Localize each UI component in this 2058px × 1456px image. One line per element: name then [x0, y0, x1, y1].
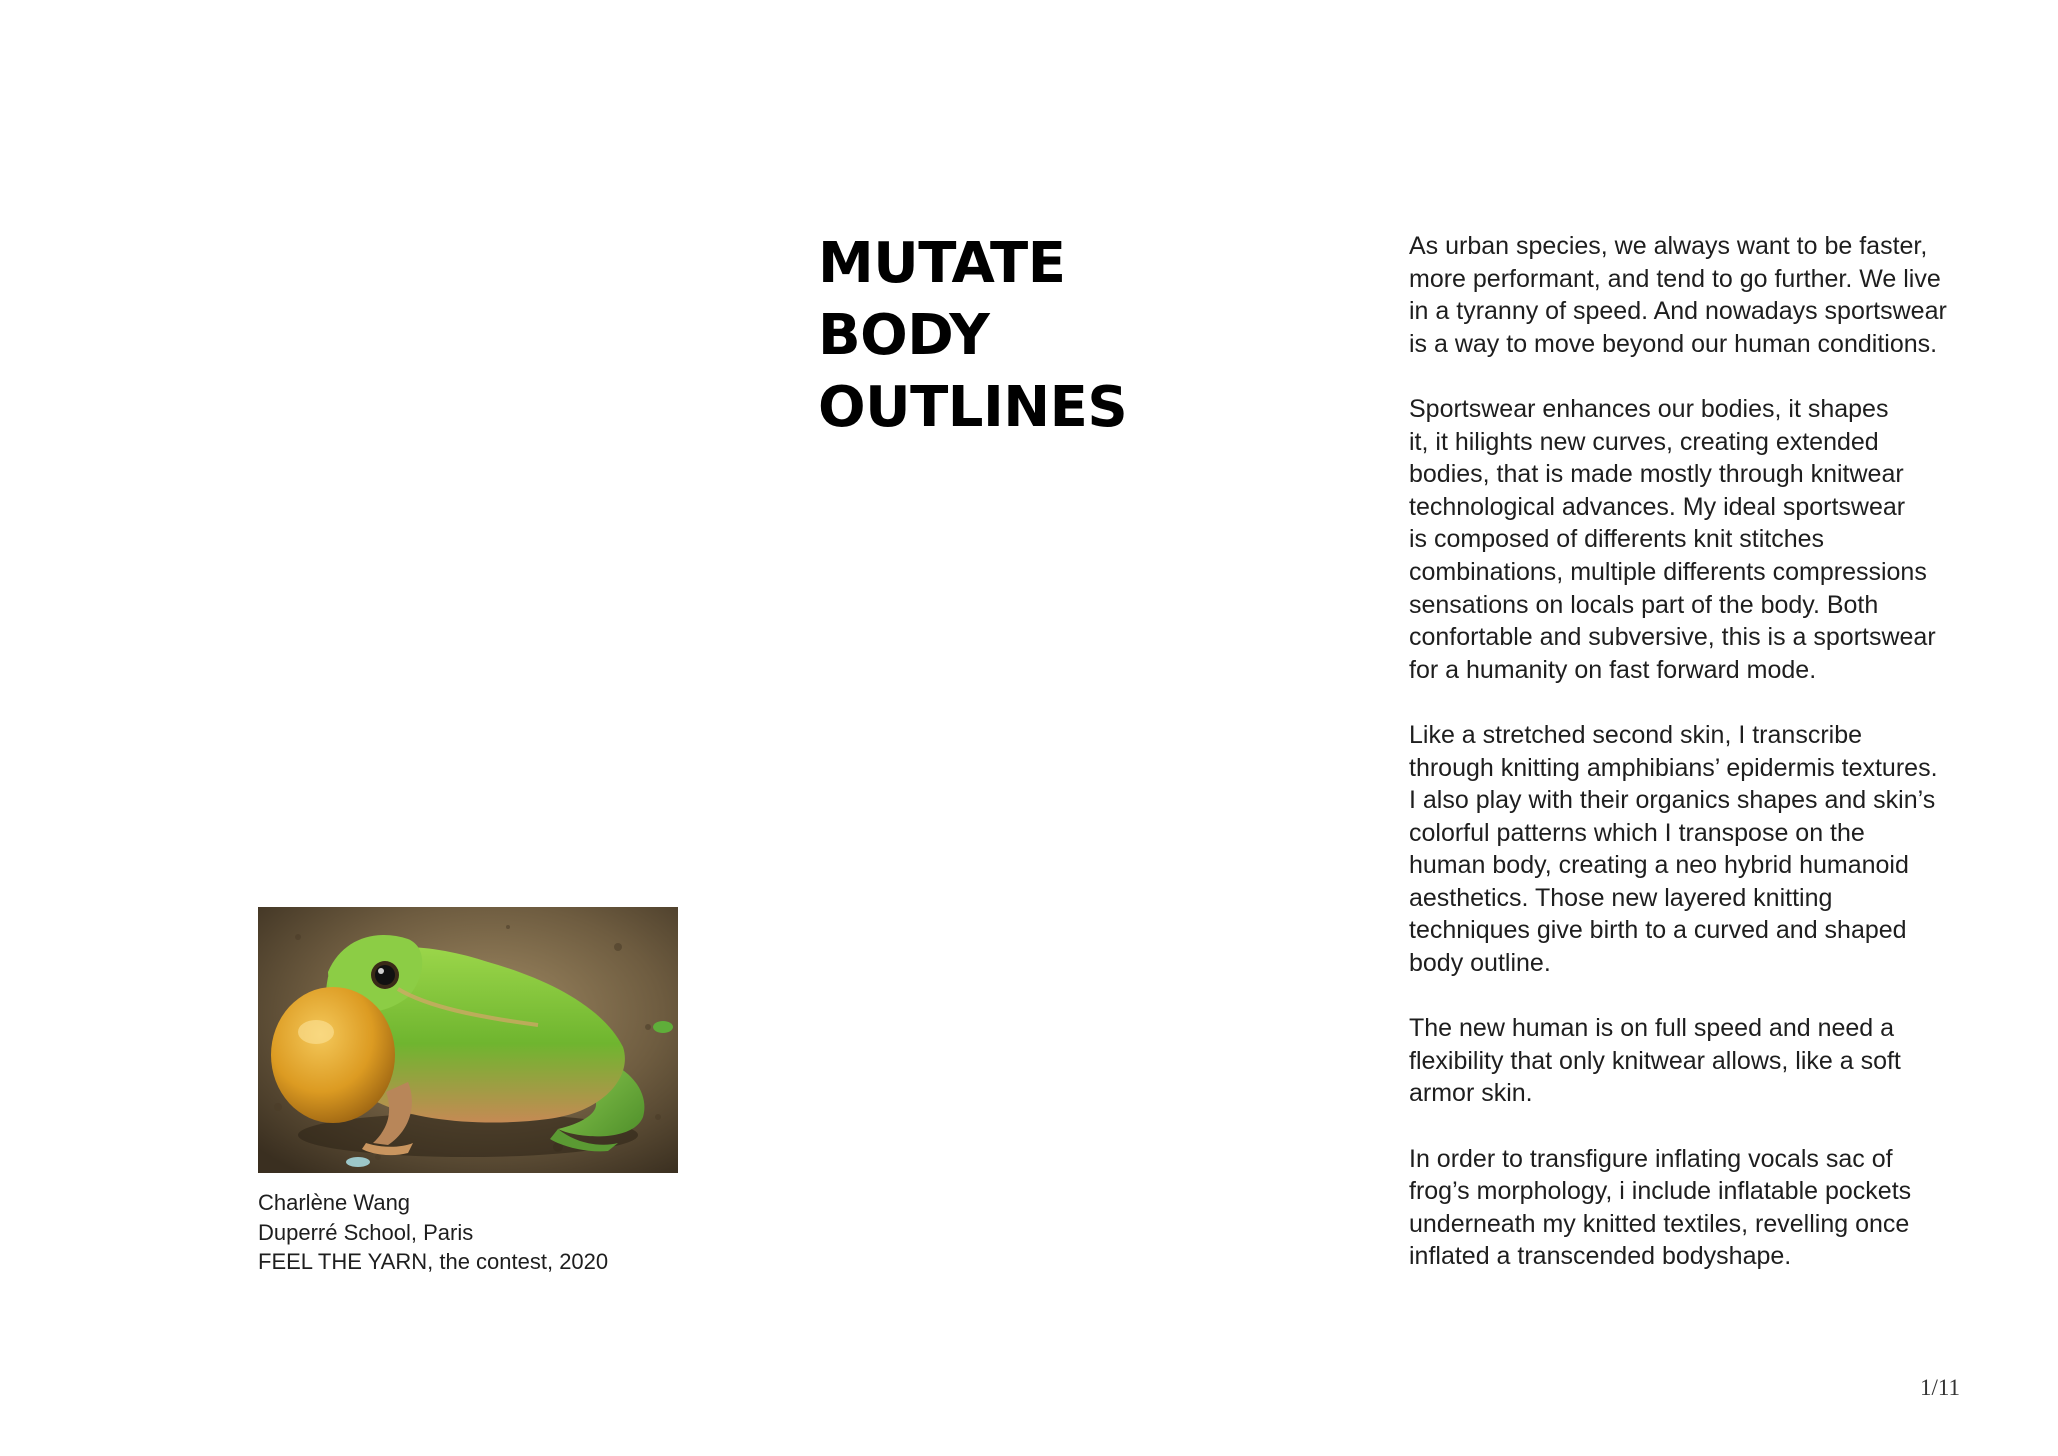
- caption-contest: FEEL THE YARN, the contest, 2020: [258, 1249, 609, 1274]
- body-paragraph-3: Like a stretched second skin, I transcribe through knitting amphibians’ epidermis textures. I also play with their organics shapes and skin’s colorful patterns which I transpose on the human body, creating a neo hybrid humanoid aesthetics. Those new layered knitting techniques give birth to a curved and shaped body outline.: [1409, 720, 1938, 978]
- frog-photo: [258, 907, 678, 1173]
- caption-school: Duperré School, Paris: [258, 1219, 474, 1245]
- page-number: 1/11: [1920, 1375, 1961, 1400]
- body-paragraph-4: The new human is on full speed and need a flexibility that only knitwear allows, like a soft armor skin.: [1409, 1014, 1901, 1108]
- body-paragraph-2: Sportswear enhances our bodies, it shapes it, it hilights new curves, creating extended bodies, that is made mostly through knitwear technological advances. My ideal sportswear is composed of differents knit stitches combinations, multiple differents compressions sensations on locals part of the body. Both confortable and subversive, this is a sportswear for a humanity on fast forward mode.: [1409, 394, 1936, 684]
- page-title: [818, 228, 1127, 444]
- title-line-3: OUTLINES: [818, 375, 1128, 440]
- caption-author: Charlène Wang: [258, 1190, 411, 1215]
- title-line-2: BODY: [818, 303, 990, 368]
- body-paragraph-1: As urban species, we always want to be faster, more performant, and tend to go further. We live in a tyranny of speed. And nowadays sportswear is a way to move beyond our human conditions.: [1409, 232, 1947, 358]
- photo-caption: [258, 1188, 608, 1277]
- body-text: [1409, 230, 2009, 1306]
- title-line-1: MUTATE: [818, 231, 1066, 296]
- body-paragraph-5: In order to transfigure inflating vocals sac of frog’s morphology, i include inflatable pockets underneath my knitted textiles, revelling once inflated a transcended bodyshape.: [1409, 1144, 1912, 1271]
